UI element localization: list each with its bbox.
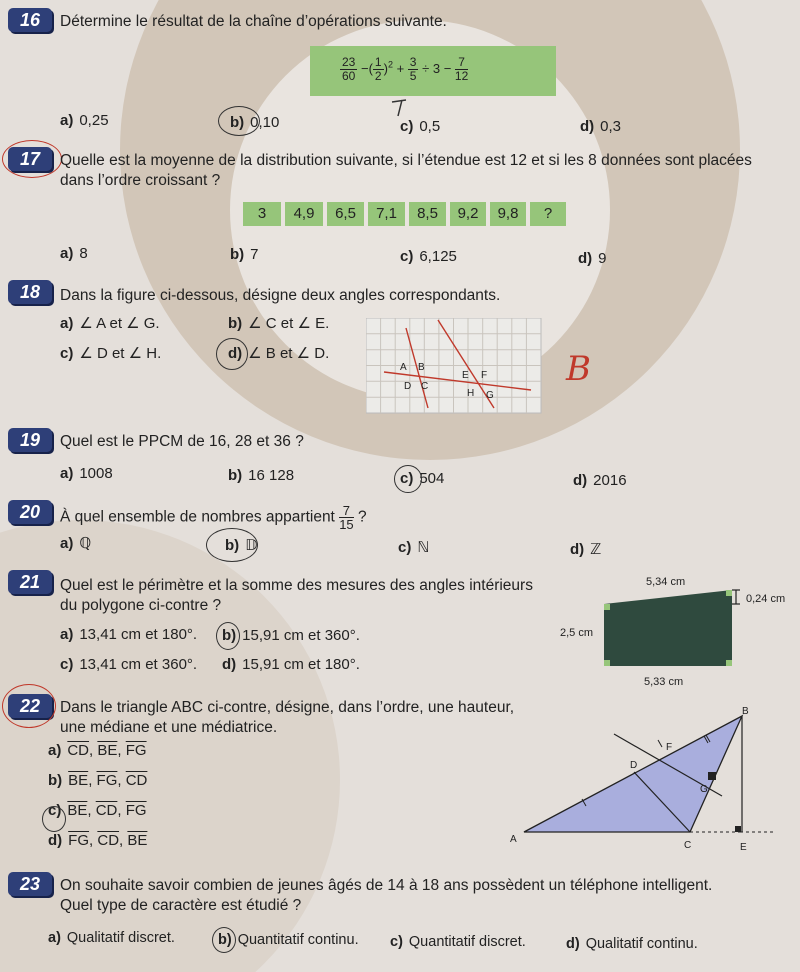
- dim-top: 5,34 cm: [646, 576, 686, 588]
- segment: $\overline{FG}$: [125, 802, 147, 819]
- answer-circle: [212, 927, 236, 953]
- option-c[interactable]: c) 0,5: [400, 118, 441, 135]
- expression: $\frac{23}{60}$ −( $\frac{1}{2}$ )$^2$ + $\frac{3}{5}$ ÷ 3 − $\frac{7}{12}$: [342, 55, 469, 83]
- option-a[interactable]: [48, 742, 147, 759]
- question-number: 18: [8, 280, 52, 304]
- option-c[interactable]: c) 504: [400, 470, 445, 487]
- option-c[interactable]: c) 13,41 cm et 360°.: [60, 656, 198, 673]
- point-a: A: [510, 834, 517, 845]
- option-b[interactable]: b) 7: [230, 246, 259, 263]
- label-a: A: [400, 362, 407, 373]
- option-b[interactable]: b) 16 128: [228, 467, 295, 484]
- question-number: 16: [8, 8, 52, 32]
- expression-box: [310, 46, 556, 96]
- question-circle: [2, 684, 56, 728]
- option-d[interactable]: d) 9: [578, 250, 607, 267]
- point-g: G: [700, 784, 708, 795]
- segment: $\overline{CD}$: [97, 832, 120, 849]
- label-b: B: [418, 362, 425, 373]
- option-c[interactable]: c) 6,125: [400, 248, 457, 265]
- option-c[interactable]: c) ℕ: [398, 539, 430, 556]
- question-text-line1: Quel est le périmètre et la somme des mesures des angles intérieurs: [60, 577, 533, 594]
- question-text-line1: On souhaite savoir combien de jeunes âgés de 14 à 18 ans possèdent un téléphone intelligent.: [60, 877, 713, 894]
- dim-right: 0,24 cm: [746, 593, 786, 605]
- option-d[interactable]: d) 15,91 cm et 180°.: [222, 656, 360, 673]
- data-cell: 4,9: [285, 202, 323, 226]
- segment: $\overline{BE}$: [97, 742, 118, 759]
- separator: ,: [119, 832, 124, 849]
- option-a[interactable]: a) 1008: [60, 465, 113, 482]
- segment: $\overline{BE}$: [68, 772, 89, 789]
- option-d[interactable]: d) ∠ B et ∠ D.: [228, 345, 330, 362]
- separator: ,: [117, 802, 122, 819]
- label-c: C: [421, 381, 429, 392]
- point-e: E: [740, 842, 747, 853]
- option-b[interactable]: b) 15,91 cm et 360°.: [222, 627, 360, 644]
- question-text: Quel est le PPCM de 16, 28 et 36 ?: [60, 433, 304, 450]
- dim-left: 2,5 cm: [560, 627, 594, 639]
- separator: ,: [88, 772, 93, 789]
- data-cell: 6,5: [327, 202, 364, 226]
- answer-circle: [218, 106, 260, 136]
- question-text-line2: dans l’ordre croissant ?: [60, 172, 221, 189]
- separator: ,: [89, 832, 94, 849]
- label-f: F: [481, 370, 488, 381]
- option-letter: d): [48, 832, 63, 849]
- segment: $\overline{CD}$: [125, 772, 148, 789]
- option-b[interactable]: b) 𝔻: [225, 537, 258, 554]
- question-text-line2: une médiane et une médiatrice.: [60, 719, 278, 736]
- question-circle: [2, 140, 62, 178]
- option-b[interactable]: b) 0,10: [230, 114, 280, 131]
- data-cell: 7,1: [368, 202, 405, 226]
- point-f: F: [666, 742, 673, 753]
- segment: $\overline{BE}$: [67, 802, 88, 819]
- option-d[interactable]: d) 0,3: [580, 118, 622, 135]
- label-g: G: [486, 390, 494, 401]
- triangle-figure: [506, 700, 796, 860]
- option-a[interactable]: a) 13,41 cm et 180°.: [60, 626, 198, 643]
- answer-circle: [206, 528, 258, 562]
- handwritten-mark: [388, 96, 412, 120]
- separator: ,: [87, 802, 92, 819]
- polygon-figure: [560, 574, 796, 694]
- dim-bottom: 5,33 cm: [644, 676, 684, 688]
- label-d: D: [404, 381, 412, 392]
- label-e: E: [462, 370, 469, 381]
- question-text: Détermine le résultat de la chaîne d’opérations suivante.: [60, 13, 447, 30]
- option-b[interactable]: [48, 772, 147, 789]
- question-text-line2: Quel type de caractère est étudié ?: [60, 897, 302, 914]
- question-number: 19: [8, 428, 52, 452]
- option-a[interactable]: a) 8: [60, 245, 88, 262]
- question-number: 21: [8, 570, 52, 594]
- option-a[interactable]: a) ℚ: [60, 535, 92, 552]
- segment: $\overline{FG}$: [125, 742, 147, 759]
- option-b[interactable]: b) Quantitatif continu.: [218, 932, 359, 948]
- option-letter: c): [48, 802, 62, 819]
- question-number: 17: [8, 147, 52, 171]
- option-d[interactable]: d) Qualitatif continu.: [566, 936, 698, 952]
- option-c[interactable]: c) Quantitatif discret.: [390, 934, 526, 950]
- option-letter: b): [48, 772, 63, 789]
- data-cell: 8,5: [409, 202, 446, 226]
- separator: ,: [89, 742, 94, 759]
- data-cell: ?: [530, 202, 566, 226]
- question-text: Dans la figure ci-dessous, désigne deux angles correspondants.: [60, 287, 501, 304]
- question-number: 20: [8, 500, 52, 524]
- data-cell: 3: [243, 202, 281, 226]
- point-d: D: [630, 760, 638, 771]
- question-text-line2: du polygone ci-contre ?: [60, 597, 222, 614]
- margin-annotation: B: [566, 349, 591, 389]
- point-c: C: [684, 840, 692, 851]
- separator: ,: [117, 742, 122, 759]
- grid-figure: [366, 318, 542, 414]
- option-b[interactable]: b) ∠ C et ∠ E.: [228, 315, 330, 332]
- option-a[interactable]: a) Qualitatif discret.: [48, 930, 175, 946]
- option-a[interactable]: a) ∠ A et ∠ G.: [60, 315, 160, 332]
- answer-circle: [394, 465, 422, 493]
- option-d[interactable]: d) 2016: [573, 472, 627, 489]
- answer-circle: [216, 338, 248, 370]
- segment: $\overline{FG}$: [68, 832, 90, 849]
- option-letter: a): [48, 742, 62, 759]
- segment: $\overline{CD}$: [95, 802, 118, 819]
- option-d[interactable]: [48, 832, 147, 849]
- segment: $\overline{CD}$: [67, 742, 90, 759]
- question-text-line1: Quelle est la moyenne de la distribution suivante, si l’étendue est 12 et si les 8 données sont placées: [60, 152, 752, 169]
- answer-circle: [216, 622, 240, 650]
- question-text-line1: Dans le triangle ABC ci-contre, désigne, dans l’ordre, une hauteur,: [60, 699, 515, 716]
- separator: ,: [117, 772, 122, 789]
- point-b: B: [742, 706, 749, 717]
- question-number: 22: [8, 694, 52, 718]
- segment: $\overline{BE}$: [127, 832, 148, 849]
- option-a[interactable]: a) 0,25: [60, 112, 109, 129]
- data-cell: 9,8: [490, 202, 526, 226]
- segment: $\overline{FG}$: [96, 772, 118, 789]
- answer-circle: [42, 806, 66, 832]
- data-cell: 9,2: [450, 202, 486, 226]
- option-c[interactable]: c) ∠ D et ∠ H.: [60, 345, 162, 362]
- option-d[interactable]: d) ℤ: [570, 541, 602, 558]
- question-text: À quel ensemble de nombres appartient $\frac{7}{15}$ ?: [60, 503, 367, 532]
- question-number: 23: [8, 872, 52, 896]
- label-h: H: [467, 388, 475, 399]
